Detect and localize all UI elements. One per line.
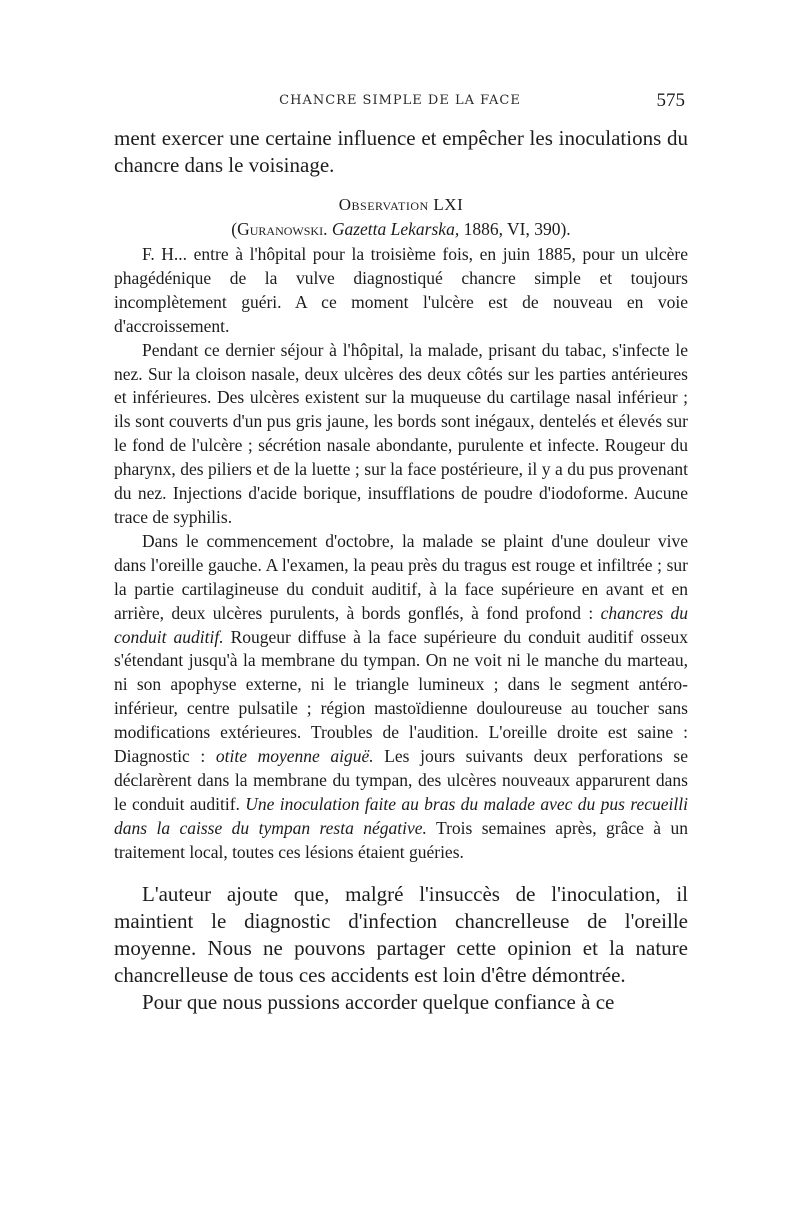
case-paragraph-1: F. H... entre à l'hôpital pour la troisième fois, en juin 1885, pour un ulcère phagédénique de la vulve diagnostiqué chancre simple et toujours incomplètement guéri. A ce moment l'ulcère est de nouveau en voie d'accroissement. — [114, 244, 688, 336]
body-text — [114, 125, 688, 1016]
commentary-paragraph: L'auteur ajoute que, malgré l'insuccès de l'inoculation, il maintient le diagnostic d'infection chancrelleuse de l'oreille moyenne. Nous ne pouvons partager cette opinion et la nature chancrelleuse de tous ces accidents est loin d'être démontrée. — [114, 881, 688, 987]
source-ref: 1886, VI, 390). — [459, 219, 571, 239]
final-paragraph: Pour que nous pussions accorder quelque confiance à ce — [142, 989, 615, 1014]
p3-diagnosis: otite moyenne aiguë. — [215, 746, 374, 767]
observation-title: Observation LXI — [338, 195, 464, 214]
source-open: ( — [231, 219, 238, 239]
observation-source — [114, 217, 688, 241]
case-paragraph-2: Pendant ce dernier séjour à l'hôpital, la malade, prisant du tabac, s'infecte le nez. Sur la cloison nasale, deux ulcères des deux côtés sur les parties antérieures et inférieures. Des ulcères existent sur la muqueuse du cartilage nasal inférieur ; ils sont couverts d'un pus gris jaune, les bords sont inégaux, dentelés et élevés sur le fond de l'ulcère ; sécrétion nasale abondante, purulente et infecte. Rougeur du pharynx, des piliers et de la luette ; sur la face postérieure, il y a du pus provenant du nez. Injections d'acide borique, insufflations de poudre d'iodoforme. Aucune trace de syphilis. — [114, 339, 688, 527]
page-number: 575 — [656, 90, 685, 111]
intro-paragraph: ment exercer une certaine influence et empêcher les inoculations du chancre dans le voisinage. — [114, 126, 688, 177]
page-header — [115, 90, 685, 117]
p3-italic-inoculation: Une inoculation faite au bras du malade avec du pus recueilli dans la caisse du tympan resta négative. — [114, 793, 688, 838]
source-author: Guranowski. — [237, 219, 328, 239]
source-journal: Gazetta Lekarska, — [331, 219, 460, 239]
p3-italic-chancres: chancres du conduit auditif. — [114, 602, 688, 647]
p3-part-a: Dans le commencement d'octobre, la malade se plaint d'une douleur vive dans l'oreille gauche. A l'examen, la peau près du tragus est rouge et infiltrée ; sur la partie cartilagineuse du conduit auditif, à la face supérieure en avant et en arrière, deux ulcères purulents, à bords gonflés, à fond profond : — [114, 530, 688, 623]
p3-part-c: Les jours suivants deux perforations se déclarèrent dans la membrane du tympan, des ulcères nouveaux apparurent dans le conduit auditif. — [114, 746, 688, 814]
section-gap — [114, 865, 688, 881]
running-title: CHANCRE SIMPLE DE LA FACE — [279, 93, 521, 108]
p3-part-d: Trois semaines après, grâce à un traitement local, toutes ces lésions étaient guéries. — [114, 817, 688, 862]
case-paragraph-3 — [114, 530, 688, 865]
p3-part-b: Rougeur diffuse à la face supérieure du conduit auditif osseux s'étendant jusqu'à la membrane du tympan. On ne voit ni le manche du marteau, ni son apophyse externe, ni le triangle lumineux ; dans le segment antéro-inférieur, centre pulsatile ; région mastoïdienne douloureuse au toucher sans modifications extérieures. Troubles de l'audition. L'oreille droite est saine : Diagnostic : — [114, 626, 688, 767]
